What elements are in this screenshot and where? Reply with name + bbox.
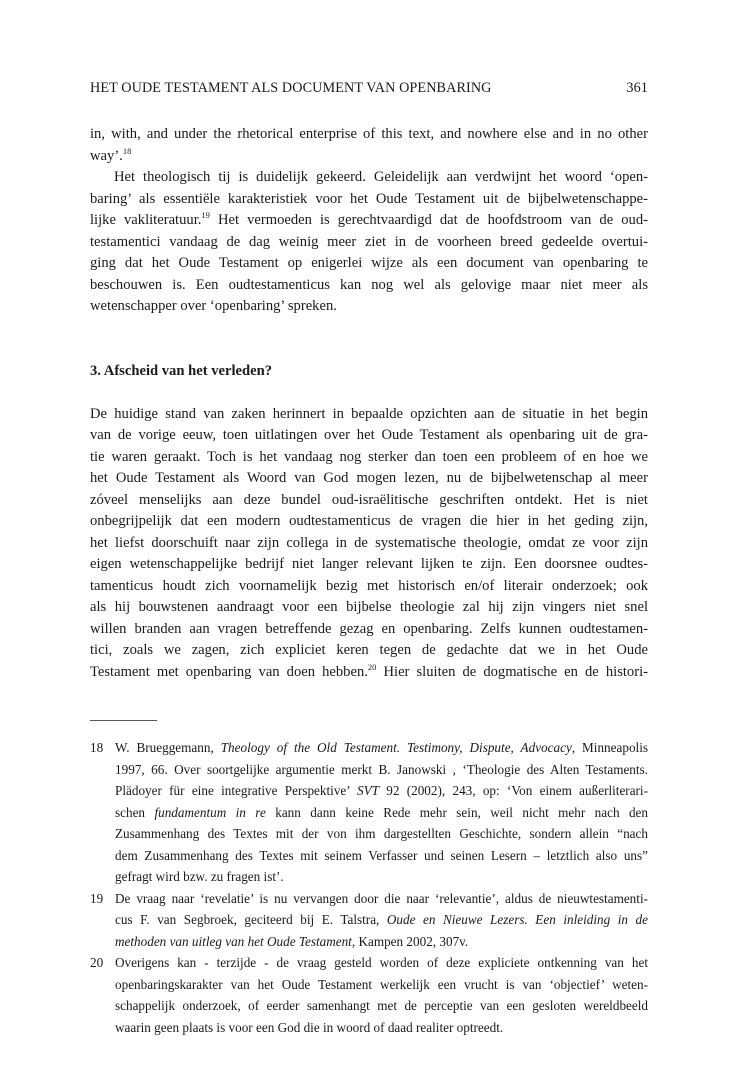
footnote-number: 20	[90, 955, 104, 970]
book-title: Oude en Nieuwe Lezers. Een inleiding in de	[386, 912, 648, 927]
footnote-line	[115, 802, 648, 824]
body-line	[90, 146, 648, 168]
footnote-number: 18	[90, 740, 104, 755]
footnote-line: 1997, 66. Over soortgelijke argumentie merkt B. Janowski , ‘Theologie des Alten Testaments.	[115, 761, 648, 777]
body-line: baring’ als essentiële karakteristiek voor het Oude Testament uit de bijbelwetenschappe-	[90, 190, 648, 207]
body-line	[90, 210, 648, 232]
body-line: tie waren geraakt. Toch is het vandaag nog sterker dan toen een probleem of en hoe we	[90, 448, 648, 465]
footnote-text: W. Brueggemann,	[115, 740, 221, 755]
body-line: tici, zoals we zagen, zich expliciet keren tegen de gedachte dat we in het Oude	[90, 642, 648, 658]
body-line: zóveel menselijks aan deze bundel oud-israëlitische geschriften ontdekt. Het is niet	[90, 491, 648, 508]
body-line: van de vorige eeuw, toen uitlatingen over het Oude Testament als openbaring uit de gra-	[90, 427, 648, 443]
footnote-text: Plädoyer für eine integrative Perspektive’	[115, 783, 357, 798]
body-text-run: Het vermoeden is gerechtvaardigd dat de hoofdstroom van de oud-	[209, 212, 648, 228]
footnote-ref-19: 19	[201, 210, 210, 220]
footnote-text: , Minneapolis	[571, 740, 648, 755]
paragraph-gap	[90, 318, 648, 340]
body-line: ging dat het Oude Testament op enigerlei wijze als een document van openbaring te	[90, 255, 648, 271]
body-line: De huidige stand van zaken herinnert in bepaalde opzichten aan de situatie in het begin	[90, 405, 648, 422]
footnote-line: dem Zusammenhang des Textes mit seinem Verfasser und seinen Lesern – letztlich also uns”	[115, 847, 648, 863]
body-line: wetenschapper over ‘openbaring’ spreken.	[90, 298, 337, 314]
footnote-line: waarin geen plaats is voor een God die in woord of daad realiter optreedt.	[115, 1019, 504, 1035]
page-number: 361	[626, 80, 648, 96]
body-text-run: Testament met openbaring van doen hebben.	[90, 663, 368, 680]
footnote-ref-18: 18	[122, 145, 132, 156]
footnote-line	[115, 737, 648, 759]
book-title: Theology of the Old Testament. Testimony, Dispute, Advocacy	[220, 740, 572, 755]
footnote-line	[115, 931, 648, 953]
book-title: methoden van uitleg van het Oude Testament,	[115, 933, 356, 949]
footnote-ref-20: 20	[367, 661, 377, 672]
footnote-18	[90, 737, 648, 888]
body-line: als hij bouwstenen aandraagt voor een bijbelse theologie zal hij zijn vingers niet snel	[90, 599, 648, 615]
footnote-number: 19	[90, 890, 104, 906]
body-line: Het theologisch tij is duidelijk gekeerd. Geleidelijk aan verdwijnt het woord ‘open-	[114, 169, 648, 185]
body-line: het liefst doorschuift naar zijn collega in de systematische theologie, omdat ze voor zijn	[90, 534, 648, 551]
footnote-text: kann dann keine Rede mehr sein, weil nicht mehr nach den	[265, 804, 648, 820]
footnote-line: schappelijk onderzoek, of eerder samenhangt met de perceptie van een gesloten wereldbeeld	[115, 998, 648, 1013]
footnote-line: De vraag naar ‘revelatie’ is nu vervangen door die naar ‘relevantie’, aldus de nieuwtestamenti-	[115, 890, 648, 906]
footnote-text: cus F. van Segbroek, geciteerd bij E. Talstra,	[115, 912, 387, 927]
body-line: eigen wetenschappelijke bedrijf niet langer relevant lijken te zijn. Een doorsneе oudtes-	[90, 556, 648, 572]
body-line: in, with, and under the rhetorical enterprise of this text, and nowhere else and in no other	[90, 126, 648, 142]
running-head	[90, 80, 648, 98]
body-line: testamentici vandaag de dag weinig meer ziet in de voorheen breed gedeelde overtui-	[90, 233, 648, 250]
footnote-line: gefragt wird bzw. zu fragen ist’.	[115, 869, 284, 884]
body-text-run: Hier sluiten de dogmatische en de histori-	[376, 663, 649, 680]
paragraph-gap	[90, 382, 648, 404]
journal-title: SVT	[356, 783, 379, 798]
footnote-line: Overigens kan - terzijde - de vraag gesteld worden of deze expliciete ontkenning van het	[115, 955, 648, 970]
footnote-19	[90, 888, 648, 953]
footnotes	[90, 737, 648, 1038]
body-text	[90, 124, 648, 683]
section-heading: 3. Afscheid van het verleden?	[90, 362, 273, 379]
footnote-text: schen	[115, 804, 155, 820]
footnote-text: 92 (2002), 243, op: ‘Von einem außerliterari-	[378, 783, 648, 798]
body-line: het Oude Testament als Woord van God mogen lezen, nu de bijbelwetenschap al meer	[90, 470, 648, 486]
body-text-run: lijke vakliteratuur.	[90, 212, 202, 228]
footnote-separator	[90, 720, 157, 721]
body-line: beschouwen is. Een oudtestamenticus kan nog wel als gelovige maar niet meer als	[90, 276, 648, 293]
footnote-text: Kampen 2002, 307v.	[355, 933, 469, 949]
footnote-line: openbaringskarakter van het Oude Testament werkelijk een vrucht is van ‘objectief’ weten-	[115, 976, 648, 992]
footnote-line	[115, 780, 648, 802]
body-line: tamenticus houdt zich voornamelijk bezig met historisch en/of literair onderzoek; ook	[90, 577, 648, 594]
paragraph-gap	[90, 339, 648, 361]
running-title: HET OUDE TESTAMENT ALS DOCUMENT VAN OPENBARING	[90, 80, 492, 96]
body-line: onbegrijpelijk dat een modern oudtestamenticus de vragen die hier in het geding zijn,	[90, 513, 648, 529]
footnote-line	[115, 909, 648, 931]
body-line: willen branden aan vragen betreffende gezag en openbaring. Zelfs kunnen oudtestamen-	[90, 620, 648, 637]
body-line	[90, 662, 648, 684]
body-text-run: way’.	[90, 147, 123, 164]
footnote-20	[90, 952, 648, 1038]
footnote-line: Zusammenhang des Textes mit der von ihm dargestellten Geschichte, sondern allein “nach	[115, 826, 648, 841]
latin-phrase: fundamentum in re	[154, 804, 266, 820]
